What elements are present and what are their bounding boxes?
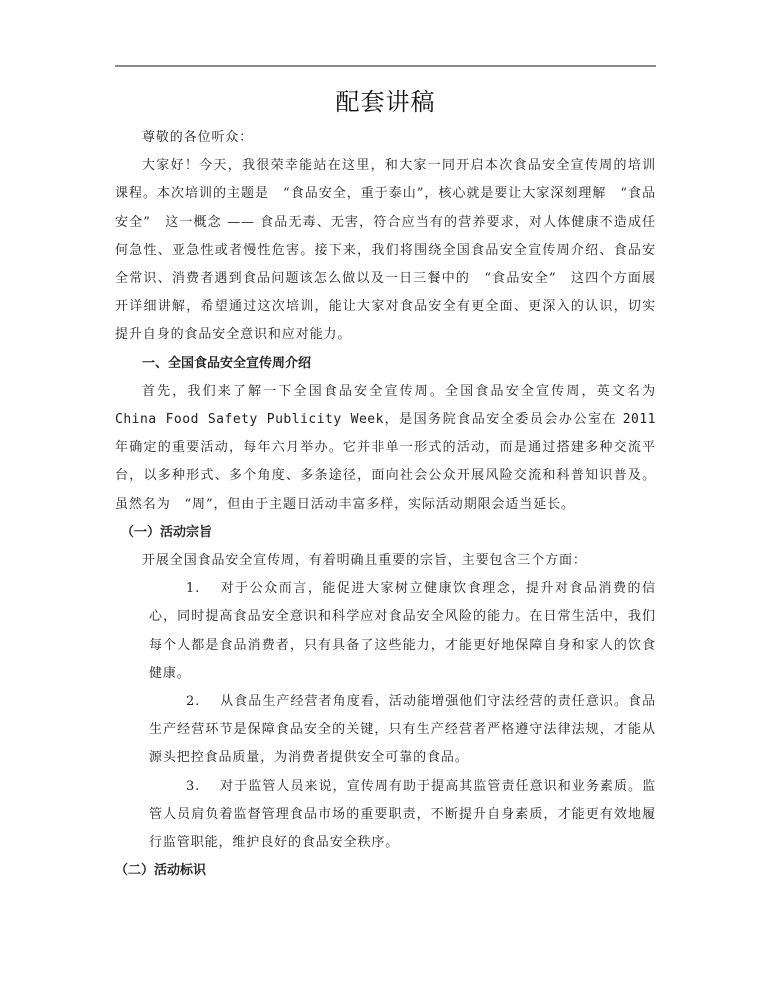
section1-text-b: ，是国务院食品安全委员会办公室在: [383, 412, 623, 428]
document-title: 配套讲稿: [335, 88, 436, 116]
english-name: China Food Safety Publicity Week: [115, 412, 384, 428]
list-item-number: 1.: [186, 581, 201, 597]
subsection-heading-1: （一）活动宗旨: [121, 524, 213, 540]
list-item-number: 3.: [186, 778, 201, 794]
list-item-text: 对于监管人员来说，宣传周有助于提高其监管责任意识和业务素质。监管人员肩负着监督管理食品市场的重要职责，不断提升自身素质，才能更有效地履行监管职能，维护良好的食品安全秩序。: [149, 778, 656, 851]
section1-text-c: 年确定的重要活动，每年六月举办。它并非单一形式的活动，而是通过搭建多种交流平台，以多种形式、多个角度、多条途径，面向社会公众开展风险交流和科普知识普及。虽然名为 “周”，但由于主题日活动丰富多样，实际活动期限会适当延长。: [115, 440, 656, 512]
greeting: 尊敬的各位听众：: [142, 130, 254, 145]
list-item-text: 对于公众而言，能促进大家树立健康饮食理念，提升对食品消费的信心，同时提高食品安全意识和科学应对食品安全风险的能力。在日常生活中，我们每个人都是食品消费者，只有具备了这些能力，才能更好地保障自身和家人的饮食健康。: [149, 581, 656, 681]
list-item: [115, 773, 656, 858]
section1-paragraph: [115, 378, 656, 519]
document-page: [115, 82, 656, 885]
year: 2011: [622, 412, 657, 428]
intro-paragraph: 大家好！今天，我很荣幸能站在这里，和大家一同开启本次食品安全宣传周的培训课程。本次培训的主题是 “食品安全，重于泰山”，核心就是要让大家深刻理解 “食品安全” 这一概念 —— 食品无毒、无害，符合应当有的营养要求，对人体健康不造成任何急性、亚急性或者慢性危害。接下来，我们将围绕全国食品安全宣传周介绍、食品安全常识、消费者遇到食品问题该怎么做以及一日三餐中的 “食品安全” 这四个方面展开详细讲解，希望通过这次培训，能让大家对食品安全有更全面、更深入的认识，切实提升自身的食品安全意识和应对能力。: [115, 158, 656, 343]
section1-text-a: 首先，我们来了解一下全国食品安全宣传周。全国食品安全宣传周，英文名为: [142, 383, 656, 399]
section-heading-1: 一、全国食品安全宣传周介绍: [142, 355, 312, 371]
list-item-number: 2.: [186, 694, 201, 710]
subsection-heading-2: （二）活动标识: [115, 863, 207, 879]
list-item: [115, 575, 656, 688]
subsection1-intro: 开展全国食品安全宣传周，有着明确且重要的宗旨，主要包含三个方面：: [142, 553, 587, 569]
header-rule: [115, 65, 656, 67]
list-item: [115, 688, 656, 773]
list-item-text: 从食品生产经营者角度看，活动能增强他们守法经营的责任意识。食品生产经营环节是保障食品安全的关键，只有生产经营者严格遵守法律法规，才能从源头把控食品质量，为消费者提供安全可靠的食品。: [149, 694, 656, 766]
